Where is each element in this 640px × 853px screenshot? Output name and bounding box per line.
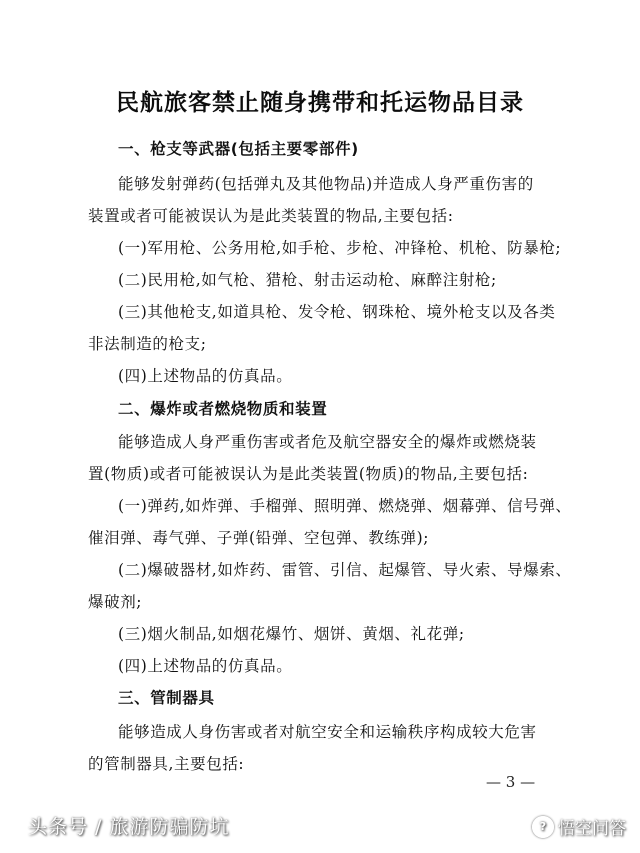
section3-intro-line1: 能够造成人身伤害或者对航空安全和运输秩序构成较大危害 xyxy=(118,723,537,741)
section1-item3-line2: 非法制造的枪支; xyxy=(88,335,207,353)
document-title: 民航旅客禁止随身携带和托运物品目录 xyxy=(116,90,524,116)
section1-item2: (二)民用枪,如气枪、猎枪、射击运动枪、麻醉注射枪; xyxy=(118,271,497,289)
section2-item4: (四)上述物品的仿真品。 xyxy=(118,657,293,675)
wukong-logo-icon: ? xyxy=(532,816,554,838)
section1-item1: (一)军用枪、公务用枪,如手枪、步枪、冲锋枪、机枪、防暴枪; xyxy=(118,239,562,257)
watermark-brand-label: 悟空问答 xyxy=(558,819,626,839)
section2-intro-line1: 能够造成人身严重伤害或者危及航空器安全的爆炸或燃烧装 xyxy=(118,433,537,451)
section1-intro-line1: 能够发射弹药(包括弹丸及其他物品)并造成人身严重伤害的 xyxy=(118,175,534,193)
section2-item3: (三)烟火制品,如烟花爆竹、烟饼、黄烟、礼花弹; xyxy=(118,625,465,643)
watermark-brand xyxy=(532,814,626,839)
section2-heading: 二、爆炸或者燃烧物质和装置 xyxy=(118,400,328,418)
watermark-source: 头条号 / 旅游防骗防坑 xyxy=(28,816,230,838)
page-number: — 3 — xyxy=(486,773,536,791)
section1-item4: (四)上述物品的仿真品。 xyxy=(118,367,293,385)
section2-intro-line2: 置(物质)或者可能被误认为是此类装置(物质)的物品,主要包括: xyxy=(88,465,529,483)
section3-intro-line2: 的管制器具,主要包括: xyxy=(88,755,245,773)
section2-item1-line2: 催泪弹、毒气弹、子弹(铅弹、空包弹、教练弹); xyxy=(88,529,430,547)
section2-item2-line2: 爆破剂; xyxy=(88,593,143,611)
section3-heading: 三、管制器具 xyxy=(118,689,215,707)
section2-item1-line1: (一)弹药,如炸弹、手榴弹、照明弹、燃烧弹、烟幕弹、信号弹、 xyxy=(118,497,572,515)
section1-heading: 一、枪支等武器(包括主要零部件) xyxy=(118,140,359,158)
section1-intro-line2: 装置或者可能被误认为是此类装置的物品,主要包括: xyxy=(88,207,454,225)
section1-item3-line1: (三)其他枪支,如道具枪、发令枪、钢珠枪、境外枪支以及各类 xyxy=(118,303,556,321)
section2-item2-line1: (二)爆破器材,如炸药、雷管、引信、起爆管、导火索、导爆索、 xyxy=(118,561,572,579)
